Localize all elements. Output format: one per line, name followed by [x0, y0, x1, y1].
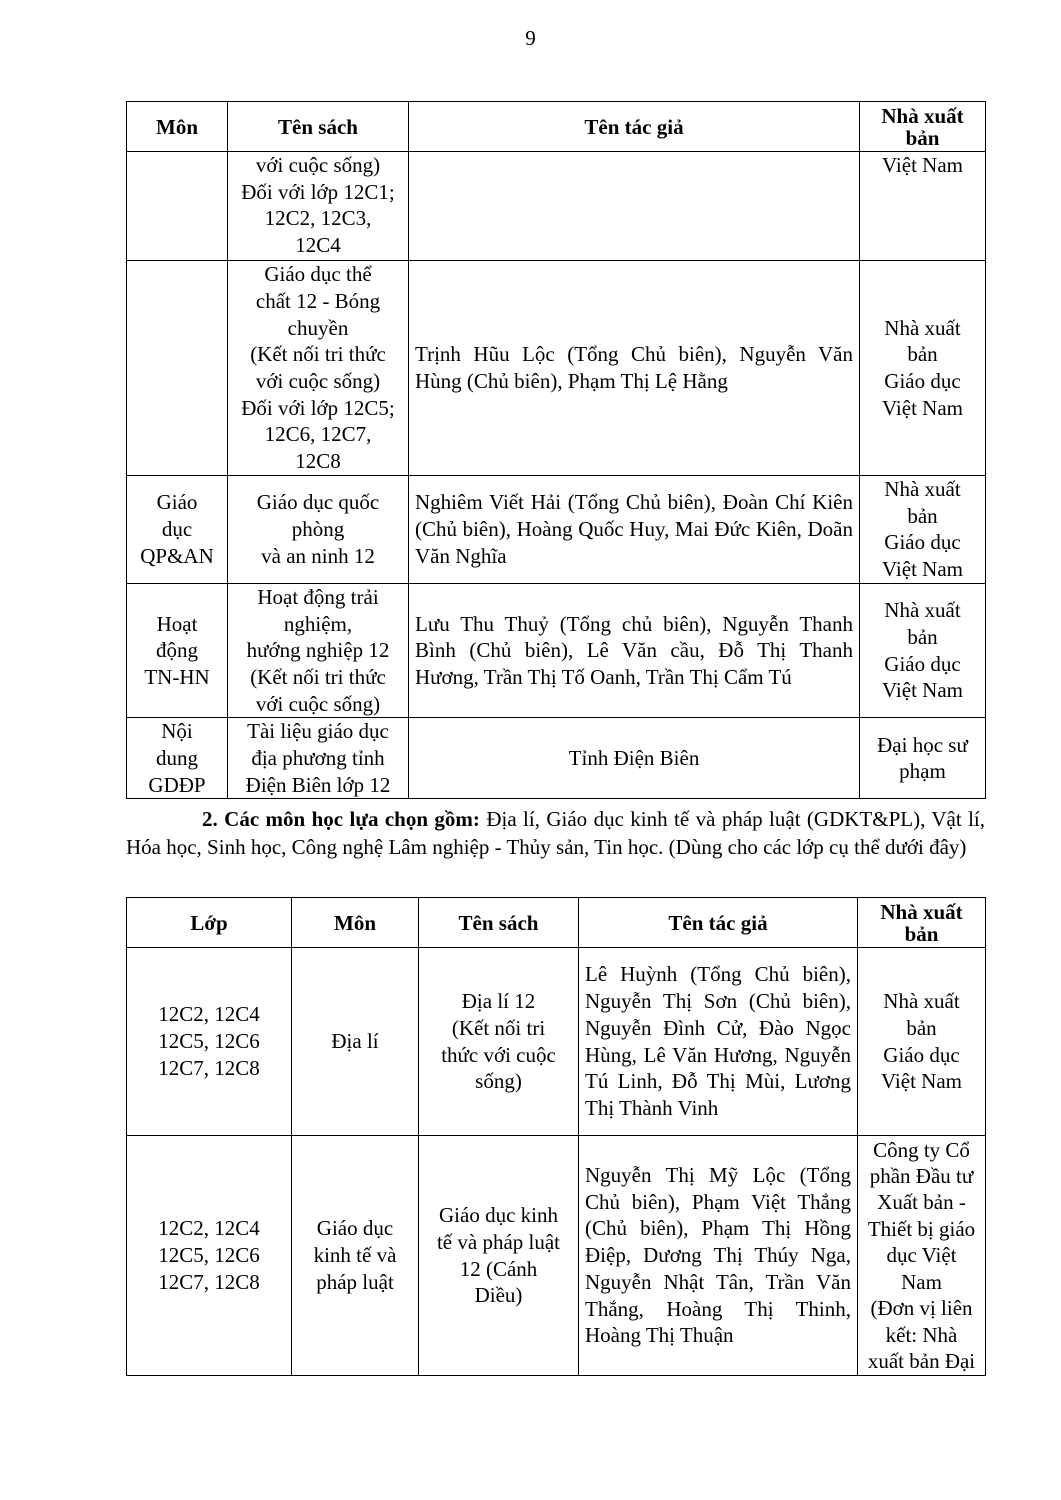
section-2-text: Địa lí, Giáo dục kinh tế và pháp luật (GDKT&PL), Vật lí, Hóa học, Sinh học, Công nghệ Lâm nghiệp - Thủy sản, Tin học. (Dùng cho các lớp cụ thể dưới đây): [126, 807, 985, 859]
authors-cell: Nguyễn Thị Mỹ Lộc (Tổng Chủ biên), Phạm Việt Thắng (Chủ biên), Phạm Thị Hồng Điệp, Dương Thị Thúy Nga, Nguyễn Nhật Tân, Trần Văn Thắng, Hoàng Thị Thinh, Hoàng Thị Thuận: [579, 1136, 858, 1376]
table-row: [127, 718, 986, 799]
publisher-cell: Đại học sư phạm: [860, 718, 986, 799]
section-2-heading: 2. Các môn học lựa chọn gồm:: [202, 807, 480, 831]
header-authors: Tên tác giả: [409, 102, 860, 152]
page-number: 9: [525, 26, 536, 50]
table-row: [127, 1136, 986, 1376]
book-title-cell: Hoạt động trải nghiệm, hướng nghiệp 12 (Kết nối tri thức với cuộc sống): [228, 583, 409, 718]
subject-cell: Nội dung GDĐP: [127, 718, 228, 799]
book-title-cell: Tài liệu giáo dục địa phương tỉnh Điện Biên lớp 12: [228, 718, 409, 799]
class-cell: 12C2, 12C4 12C5, 12C6 12C7, 12C8: [127, 948, 292, 1136]
table-row: [127, 476, 986, 584]
publisher-cell: Nhà xuất bản Giáo dục Việt Nam: [860, 476, 986, 584]
authors-cell: Trịnh Hũu Lộc (Tổng Chủ biên), Nguyễn Văn Hùng (Chủ biên), Phạm Thị Lệ Hằng: [409, 261, 860, 476]
publisher-cell: Nhà xuất bản Giáo dục Việt Nam: [860, 261, 986, 476]
table-header-row: [127, 102, 986, 152]
book-title-cell: Giáo dục kinh tế và pháp luật 12 (Cánh Diều): [419, 1136, 579, 1376]
authors-cell: Lê Huỳnh (Tổng Chủ biên), Nguyễn Thị Sơn (Chủ biên), Nguyễn Đình Cử, Đào Ngọc Hùng, Lê Văn Hương, Nguyễn Tú Linh, Đỗ Thị Mùi, Lương Thị Thành Vinh: [579, 948, 858, 1136]
table-header-row: [127, 898, 986, 948]
subject-cell: Giáo dục QP&AN: [127, 476, 228, 584]
publisher-cell: Nhà xuất bản Giáo dục Việt Nam: [858, 948, 986, 1136]
class-cell: 12C2, 12C4 12C5, 12C6 12C7, 12C8: [127, 1136, 292, 1376]
header-subject: Môn: [292, 898, 419, 948]
section-2-paragraph: [126, 806, 985, 861]
subject-cell: [127, 261, 228, 476]
table-row: [127, 152, 986, 261]
authors-cell: [409, 152, 860, 261]
publisher-cell: Việt Nam: [860, 152, 986, 261]
publisher-cell: Nhà xuất bản Giáo dục Việt Nam: [860, 583, 986, 718]
subject-cell: Giáo dục kinh tế và pháp luật: [292, 1136, 419, 1376]
book-title-cell: Giáo dục quốc phòng và an ninh 12: [228, 476, 409, 584]
authors-cell: Nghiêm Viết Hải (Tổng Chủ biên), Đoàn Chí Kiên (Chủ biên), Hoàng Quốc Huy, Mai Đức Kiên, Doãn Văn Nghĩa: [409, 476, 860, 584]
header-authors: Tên tác giả: [579, 898, 858, 948]
header-subject: Môn: [127, 102, 228, 152]
authors-cell: Tỉnh Điện Biên: [409, 718, 860, 799]
textbook-table-elective: [126, 897, 986, 1376]
subject-cell: Địa lí: [292, 948, 419, 1136]
book-title-cell: với cuộc sống) Đối với lớp 12C1; 12C2, 12C3, 12C4: [228, 152, 409, 261]
subject-cell: [127, 152, 228, 261]
header-book-title: Tên sách: [228, 102, 409, 152]
textbook-table-core: [126, 101, 986, 799]
table-row: [127, 261, 986, 476]
subject-cell: Hoạt động TN-HN: [127, 583, 228, 718]
header-publisher: Nhà xuất bản: [860, 102, 986, 152]
publisher-cell: Công ty Cổ phần Đầu tư Xuất bản - Thiết bị giáo dục Việt Nam (Đơn vị liên kết: Nhà xuất bản Đại: [858, 1136, 986, 1376]
authors-cell: Lưu Thu Thuỷ (Tổng chủ biên), Nguyễn Thanh Bình (Chủ biên), Lê Văn cầu, Đỗ Thị Thanh Hương, Trần Thị Tố Oanh, Trần Thị Cẩm Tú: [409, 583, 860, 718]
table-row: [127, 948, 986, 1136]
book-title-cell: Giáo dục thể chất 12 - Bóng chuyền (Kết nối tri thức với cuộc sống) Đối với lớp 12C5; 12C6, 12C7, 12C8: [228, 261, 409, 476]
header-class: Lớp: [127, 898, 292, 948]
header-book-title: Tên sách: [419, 898, 579, 948]
book-title-cell: Địa lí 12 (Kết nối tri thức với cuộc sống): [419, 948, 579, 1136]
table-row: [127, 583, 986, 718]
header-publisher: Nhà xuất bản: [858, 898, 986, 948]
